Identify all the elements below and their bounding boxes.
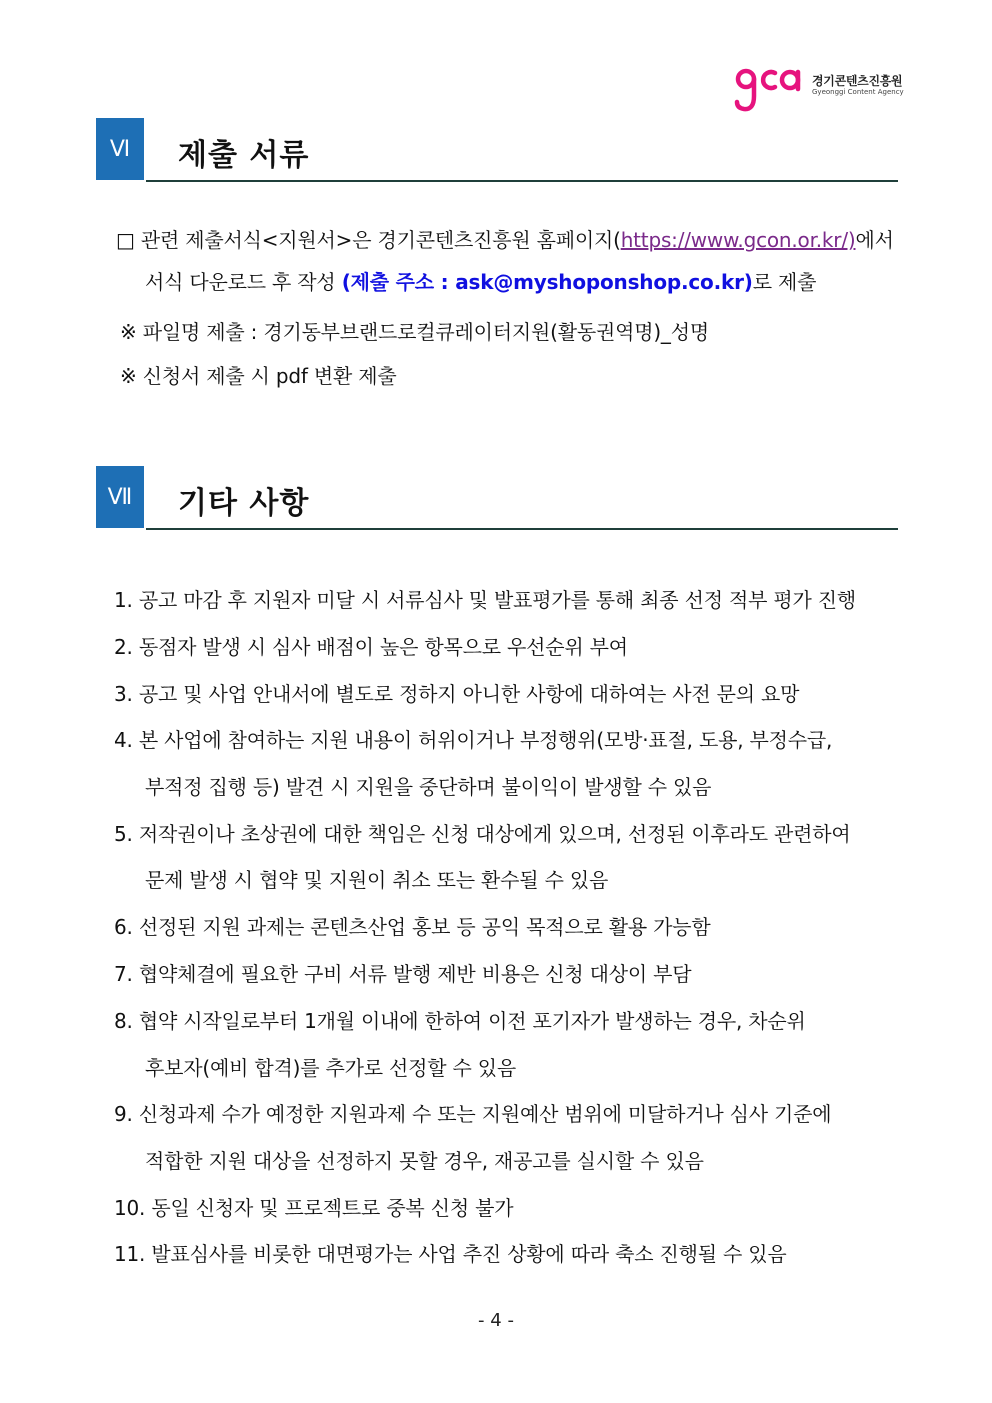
list-item: 10. 동일 신청자 및 프로젝트로 중복 신청 불가 [114,1196,514,1220]
filename-note: ※ 파일명 제출 : 경기동부브랜드로컬큐레이터지원(활동권역명)_성명 [120,320,709,344]
list-item: 5. 저작권이나 초상권에 대한 책임은 신청 대상에게 있으며, 선정된 이후라도 관련하여 [114,822,851,846]
submission-line-1: □ 관련 제출서식<지원서>은 경기콘텐츠진흥원 홈페이지(https://www.gcon.or.kr/)에서 [116,228,894,252]
pdf-note: ※ 신청서 제출 시 pdf 변환 제출 [120,364,397,388]
section-rule [146,180,898,182]
section-header-etc [96,466,898,530]
list-item-continuation: 적합한 지원 대상을 선정하지 못할 경우, 재공고를 실시할 수 있음 [145,1149,704,1173]
section-rule [146,528,898,530]
logo-name-en: Gyeonggi Content Agency [812,88,904,96]
list-item: 4. 본 사업에 참여하는 지원 내용이 허위이거나 부정행위(모방·표절, 도용, 부정수급, [114,728,833,752]
list-item: 1. 공고 마감 후 지원자 미달 시 서류심사 및 발표평가를 통해 최종 선정 적부 평가 진행 [114,588,857,612]
list-item-continuation: 부적정 집행 등) 발견 시 지원을 중단하며 불이익이 발생할 수 있음 [145,775,712,799]
list-item: 9. 신청과제 수가 예정한 지원과제 수 또는 지원예산 범위에 미달하거나 심사 기준에 [114,1102,832,1126]
section-title: 제출 서류 [178,138,310,173]
list-item-continuation: 후보자(예비 합격)를 추가로 선정할 수 있음 [145,1056,517,1080]
gca-logo-mark [734,62,804,114]
section-title: 기타 사항 [178,486,310,521]
list-item: 6. 선정된 지원 과제는 콘텐츠산업 홍보 등 공익 목적으로 활용 가능함 [114,915,711,939]
list-item: 7. 협약체결에 필요한 구비 서류 발행 제반 비용은 신청 대상이 부담 [114,962,692,986]
list-item: 8. 협약 시작일로부터 1개월 이내에 한하여 이전 포기자가 발생하는 경우, 차순위 [114,1009,806,1033]
section-number-badge: Ⅵ [96,118,144,180]
page-number: - 4 - [478,1310,514,1331]
list-item: 2. 동점자 발생 시 심사 배점이 높은 항목으로 우선순위 부여 [114,635,628,659]
submission-email[interactable]: (제출 주소 : ask@myshoponshop.co.kr) [341,270,753,294]
agency-logo [734,62,934,114]
list-item: 3. 공고 및 사업 안내서에 별도로 정하지 아니한 사항에 대하여는 사전 문의 요망 [114,682,800,706]
section-header-submission [96,118,898,182]
list-item: 11. 발표심사를 비롯한 대면평가는 사업 추진 상황에 따라 축소 진행될 수 있음 [114,1242,787,1266]
list-item-continuation: 문제 발생 시 협약 및 지원이 취소 또는 환수될 수 있음 [145,868,609,892]
logo-name-ko: 경기콘텐츠진흥원 [812,74,903,88]
section-number-badge: Ⅶ [96,466,144,528]
homepage-link[interactable]: https://www.gcon.or.kr/) [620,228,856,252]
submission-line-2: 서식 다운로드 후 작성 (제출 주소 : ask@myshoponshop.co.kr)로 제출 [145,270,817,294]
